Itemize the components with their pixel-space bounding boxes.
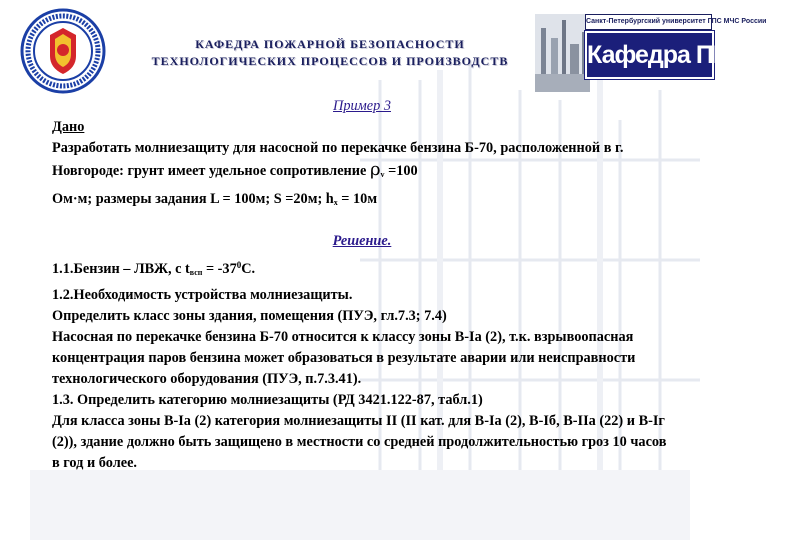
step-determine-zone: Определить класс зоны здания, помещения (ПУЭ, гл.7.3; 7.4)	[52, 308, 447, 324]
flash-point-unit: С.	[241, 261, 256, 277]
example-title	[52, 96, 672, 117]
hx-value: = 10м	[337, 191, 378, 207]
given-paragraph	[52, 138, 672, 185]
header	[0, 0, 792, 100]
solution-title-text: Решение.	[332, 233, 392, 249]
flash-point-value: = -37	[202, 261, 237, 277]
given-label: Дано	[52, 119, 85, 135]
rho-subscript: v	[380, 170, 385, 179]
university-emblem-icon	[20, 8, 106, 94]
example-title-text: Пример 3	[333, 98, 391, 114]
rho-symbol: ρ	[369, 159, 381, 180]
department-title-line1: КАФЕДРА ПОЖАРНОЙ БЕЗОПАСНОСТИ	[195, 37, 465, 51]
refinery-icon	[535, 14, 590, 92]
step-1-3: 1.3. Определить категорию молниезащиты (РД 3421.122-87, табл.1)	[52, 392, 483, 408]
example-content	[52, 96, 672, 474]
given-dimensions	[52, 189, 672, 213]
flash-point-subscript: всп	[189, 268, 203, 277]
given-text: Разработать молниезащиту для насосной по перекачке бензина Б-70, расположенной в г. Новгороде: грунт имеет удельное сопротивление	[52, 140, 624, 179]
university-caption: Санкт-Петербургский университет ГПС МЧС России	[585, 14, 712, 30]
step-1-1-text: 1.1.Бензин – ЛВЖ, с t	[52, 261, 190, 277]
step-zone-class: Насосная по перекачке бензина Б-70 относится к классу зоны В-Iа (2), т.к. взрывоопасная концентрация паров бензина может образоваться в результате аварии или неисправности технологического оборудования (ПУЭ, п.7.3.41).	[52, 329, 636, 387]
department-title-line2: ТЕХНОЛОГИЧЕСКИХ ПРОЦЕССОВ И ПРОИЗВОДСТВ	[151, 54, 509, 68]
step-category: Для класса зоны В-Iа (2) категория молниезащиты II (II кат. для В-Iа (2), В-Iб, В-IIа (22) и В-Iг (2)), здание должно быть защищено в местности со средней продолжительностью гроз 10 часов в год и более.	[52, 413, 667, 471]
degree-superscript: 0	[236, 260, 242, 270]
step-1-2: 1.2.Необходимость устройства молниезащиты.	[52, 287, 353, 303]
rho-value: =100	[384, 163, 418, 179]
given-dimensions-text: Ом·м; размеры задания L = 100м; S =20м; h	[52, 191, 334, 207]
solution-title	[52, 231, 672, 252]
department-title	[130, 36, 530, 70]
step-1-1	[52, 255, 672, 283]
hx-subscript: x	[333, 198, 338, 207]
department-badge: Кафедра ПБТПиП	[585, 31, 714, 79]
